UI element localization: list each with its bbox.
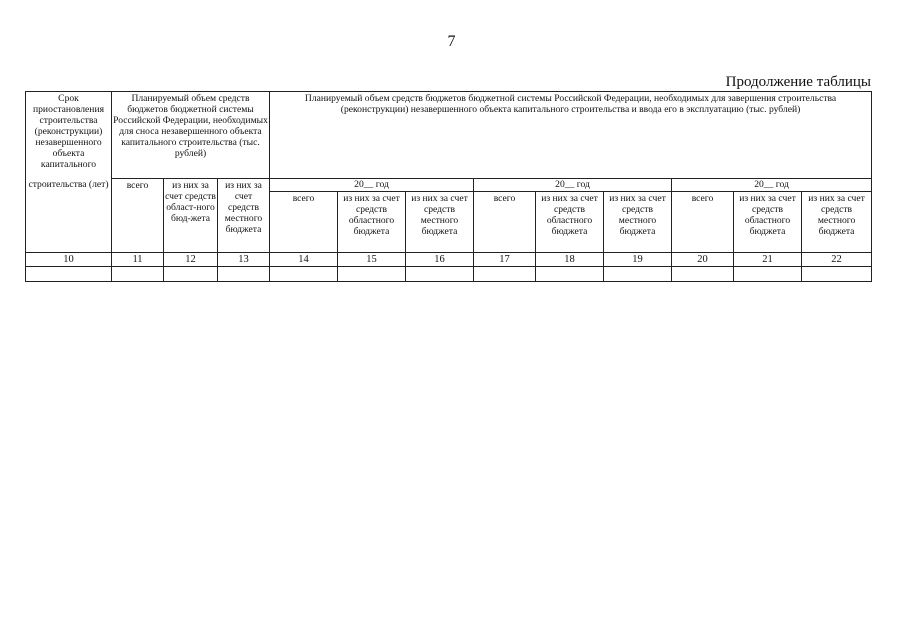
column-number: 21 — [734, 252, 802, 266]
column-number: 13 — [218, 252, 270, 266]
table-cell — [604, 266, 672, 281]
table-cell — [474, 266, 536, 281]
header-total: всего — [474, 191, 536, 252]
table-continuation-label: Продолжение таблицы — [725, 74, 871, 90]
page-number: 7 — [447, 33, 456, 50]
table-cell — [536, 266, 604, 281]
header-local-demolition: из них за счет средств местного бюджета — [218, 178, 270, 252]
table-cell — [802, 266, 872, 281]
column-number: 20 — [672, 252, 734, 266]
table-cell — [672, 266, 734, 281]
table-cell — [26, 266, 112, 281]
header-year-1: 20__ год — [270, 178, 474, 191]
table-cell — [270, 266, 338, 281]
column-number: 14 — [270, 252, 338, 266]
header-suspension-period-cont: строительства (лет) — [26, 178, 112, 252]
header-total: всего — [270, 191, 338, 252]
header-row-2 — [26, 178, 872, 191]
header-regional-demolition: из них за счет средств област-ного бюд-жета — [164, 178, 218, 252]
header-completion-volume: Планируемый объем средств бюджетов бюджетной системы Российской Федерации, необходимых для завершения строительства (реконструкции) незавершенного объекта капитального строительства и ввода его в эксплуатацию (тыс. рублей) — [270, 92, 872, 179]
table-row — [26, 266, 872, 281]
header-regional: из них за счет средств областного бюджета — [536, 191, 604, 252]
column-number: 16 — [406, 252, 474, 266]
header-row-1 — [26, 92, 872, 179]
header-regional: из них за счет средств областного бюджета — [734, 191, 802, 252]
column-number-row — [26, 252, 872, 266]
header-total: всего — [672, 191, 734, 252]
header-total: всего — [112, 178, 164, 252]
column-number: 18 — [536, 252, 604, 266]
column-number: 15 — [338, 252, 406, 266]
header-demolition-volume: Планируемый объем средств бюджетов бюджетной системы Российской Федерации, необходимых для сноса незавершенного объекта капитального строительства (тыс. рублей) — [112, 92, 270, 179]
column-number: 17 — [474, 252, 536, 266]
column-number: 10 — [26, 252, 112, 266]
table-cell — [734, 266, 802, 281]
table-cell — [112, 266, 164, 281]
table-cell — [406, 266, 474, 281]
table-cell — [164, 266, 218, 281]
header-local: из них за счет средств местного бюджета — [802, 191, 872, 252]
header-regional: из них за счет средств областного бюджета — [338, 191, 406, 252]
header-year-3: 20__ год — [672, 178, 872, 191]
table-cell — [218, 266, 270, 281]
header-year-2: 20__ год — [474, 178, 672, 191]
column-number: 22 — [802, 252, 872, 266]
column-number: 11 — [112, 252, 164, 266]
column-number: 12 — [164, 252, 218, 266]
header-local: из них за счет средств местного бюджета — [604, 191, 672, 252]
header-local: из них за счет средств местного бюджета — [406, 191, 474, 252]
column-number: 19 — [604, 252, 672, 266]
header-suspension-period: Срок приостановления строительства (реконструкции) незавершенного объекта капитального — [26, 92, 112, 179]
budget-table — [25, 91, 872, 282]
table-cell — [338, 266, 406, 281]
